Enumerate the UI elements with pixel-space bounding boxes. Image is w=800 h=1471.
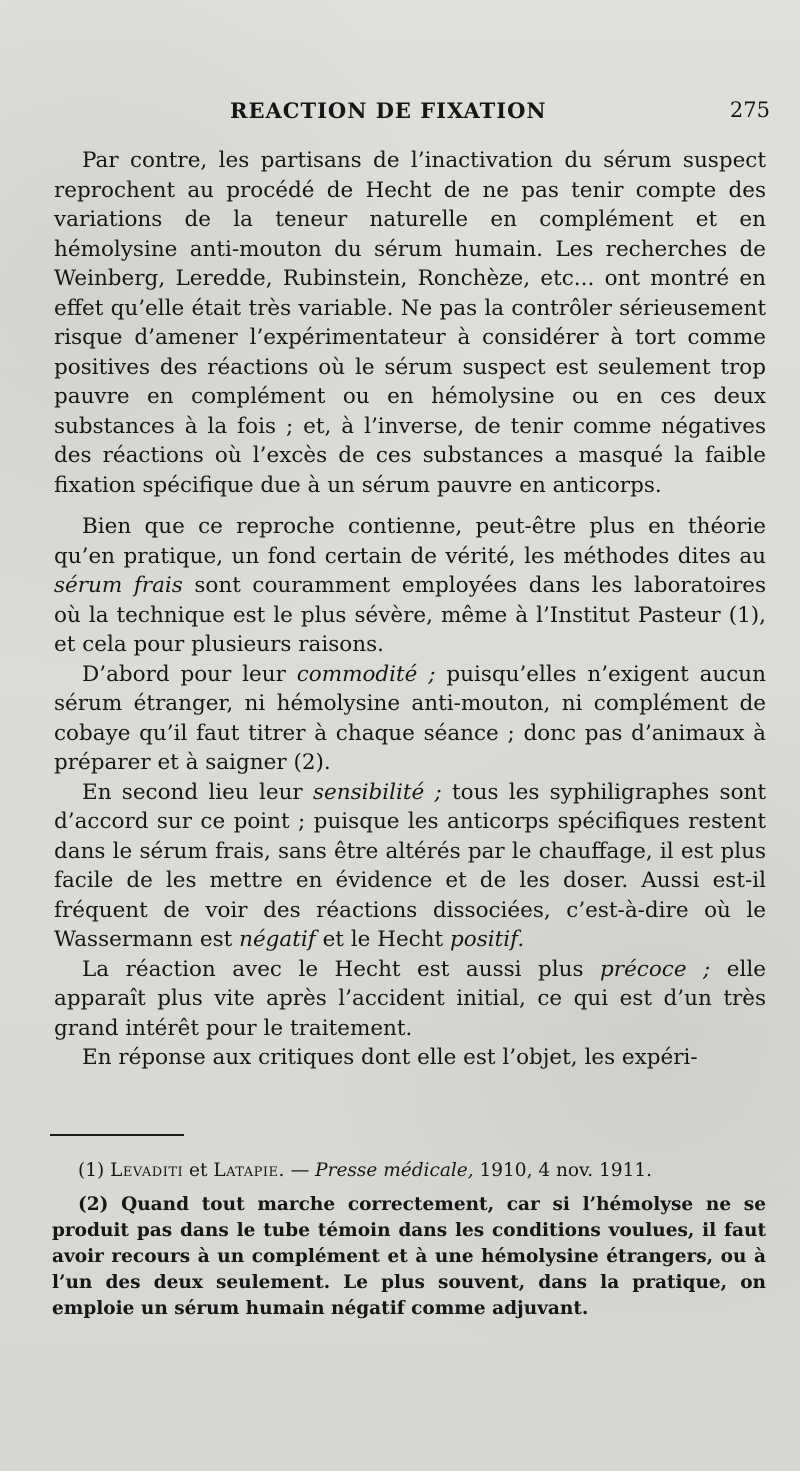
paragraph-6 [54,1043,766,1073]
footnote-2 [52,1192,766,1322]
paragraph-4-text-c: et le Hecht [315,927,451,952]
paragraph-4 [54,778,766,955]
paragraph-4-emphasis-2: négatif [239,927,316,952]
footnote-1-source: Presse médicale, [315,1160,474,1181]
main-body-text [54,146,766,1073]
paragraph-1-text: Par contre, les partisans de l’inactivation du sérum suspect reprochent au procédé de Hecht de ne pas tenir compte des variations de la teneur naturelle en complément et en hémolysine anti-mouton du sérum humain. Les recherches de Weinberg, Leredde, Rubinstein, Ronchèze, etc... ont montré en effet qu’elle était très variable. Ne pas la contrôler sérieusement risque d’amener l’expérimentateur à considérer à tort comme positives des réactions où le sérum suspect est seulement trop pauvre en complément ou en hémolysine ou en ces deux substances à la fois ; et, à l’inverse, de tenir comme négatives des réactions où l’excès de ces substances a masqué la faible fixation spécifique due à un sérum pauvre en anticorps. [54,148,766,498]
paragraph-4-text-b: tous les syphiligraphes sont d’accord sur ce point ; puisque les anticorps spécifiques restent dans le sérum frais, sans être altérés par le chauffage, il est plus facile de les mettre en évidence et de les doser. Aussi est-il fréquent de voir des réactions dissociées, c’est-à-dire où le Wassermann est [54,779,767,952]
paragraph-3-emphasis: commodité ; [296,661,436,687]
paragraph-6-text: En réponse aux critiques dont elle est l’objet, les expéri- [82,1045,698,1070]
footnote-separator [50,1134,184,1136]
paragraph-5-text-a: La réaction avec le Hecht est aussi plus [82,956,601,982]
paragraph-4-emphasis-1: sensibilité ; [312,779,442,805]
footnote-1-date: 1910, 4 nov. 1911. [473,1160,653,1181]
footnote-1-author-1: Levaditi [110,1160,184,1181]
paragraph-3-text-b: puisqu’elles n’exigent aucun sérum étranger, ni hémolysine anti-mouton, ni complément de cobaye qu’il faut titrer à chaque séance ; donc pas d’animaux à préparer et à saigner (2). [54,661,766,775]
paragraph-2-text-b: sont couramment employées dans les laboratoires où la technique est le plus sévère, même à l’Institut Pasteur (1), et cela pour plusieurs raisons. [54,573,766,657]
paragraph-2-text-a: Bien que ce reproche contienne, peut-être plus en théorie qu’en pratique, un fond certain de vérité, les méthodes dites au [54,514,766,569]
footnote-1-number: (1) [78,1160,105,1181]
paragraph-4-text-a: En second lieu leur [82,779,313,805]
paragraph-3 [54,660,766,778]
paragraph-3-text-a: D’abord pour leur [82,661,297,687]
paragraph-5-text-b: elle apparaît plus vite après l’accident initial, ce qui est d’un très grand intérêt pour le traitement. [54,956,766,1041]
paragraph-2-emphasis: sérum frais [54,573,183,598]
running-title: REACTION DE FIXATION [230,98,547,123]
paragraph-spacer [54,500,766,512]
paragraph-5 [54,955,766,1044]
footnote-2-text: Quand tout marche correctement, car si l’hémolyse ne se produit pas dans le tube témoin dans les conditions voulues, il faut avoir recours à un complément et à une hémolysine étrangers, ou à l’un des deux seulement. Le plus souvent, dans la pratique, on emploie un sérum humain négatif comme adjuvant. [52,1194,766,1319]
paragraph-1 [54,146,766,500]
footnote-1 [52,1158,766,1184]
paragraph-5-emphasis: précoce ; [600,956,711,982]
paragraph-2 [54,512,766,660]
footnote-2-number: (2) [78,1194,109,1215]
footnote-1-author-2: Latapie. [213,1160,285,1181]
footnotes [52,1158,766,1322]
footnote-1-separator: — [284,1160,316,1181]
paragraph-4-emphasis-3: positif. [450,927,525,952]
footnote-1-joiner: et [183,1160,214,1181]
page-header [230,98,770,124]
page-number: 275 [729,98,770,122]
